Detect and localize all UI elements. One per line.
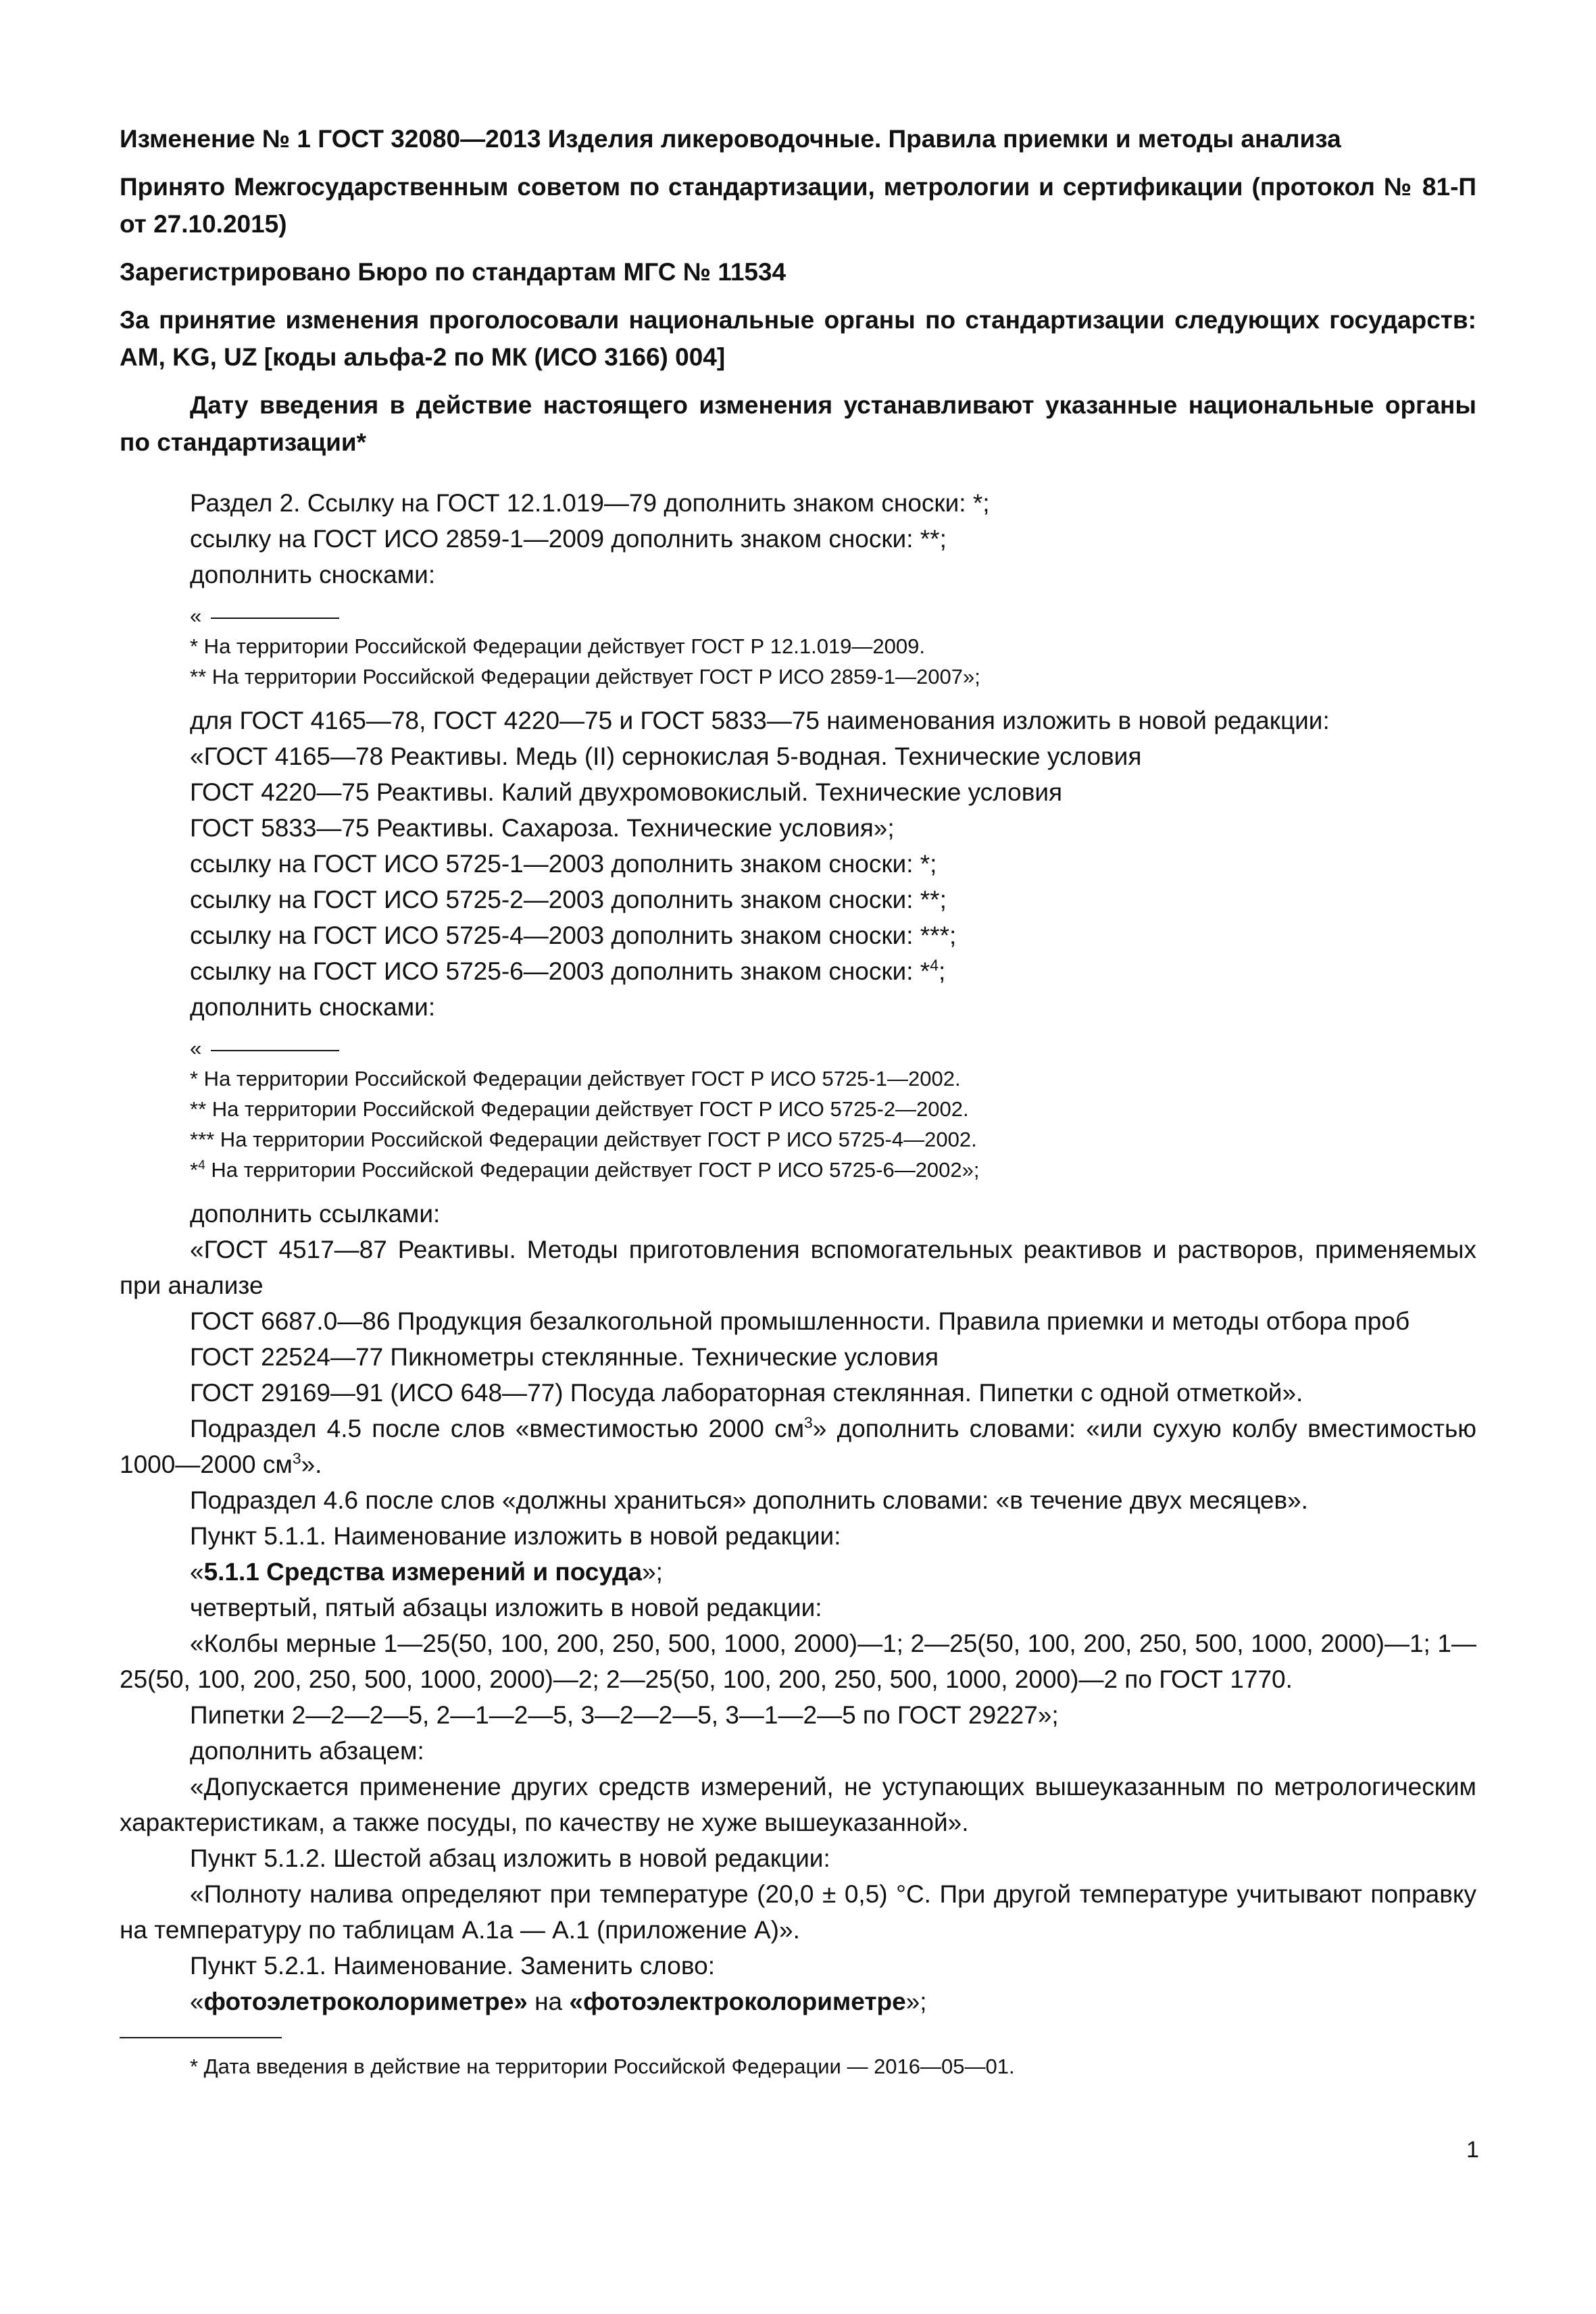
body-paragraph: четвертый, пятый абзацы изложить в новой редакции: (190, 1594, 822, 1621)
body-line: дополнить сносками: (190, 993, 436, 1021)
text-part: На территории Российской Федерации действует ГОСТ Р ИСО 5725-6—2002»; (205, 1158, 980, 1182)
text-part: » дополнить словами: «или сухую колбу вместимостью 1000—2000 см (120, 1415, 1477, 1478)
registration-note: Зарегистрировано Бюро по стандартам МГС № 11534 (120, 258, 787, 286)
body-paragraph: «ГОСТ 4517—87 Реактивы. Методы приготовления вспомогательных реактивов и растворов, применяемых при анализе (120, 1236, 1476, 1299)
open-quote: « (190, 604, 202, 628)
text-part: »; (642, 1558, 663, 1586)
body-line: ссылку на ГОСТ ИСО 5725-1—2003 дополнить знаком сноски: *; (190, 850, 937, 878)
inserted-footnote: ** На территории Российской Федерации действует ГОСТ Р ИСО 5725-2—2002. (190, 1097, 969, 1121)
footnote-rule (211, 618, 339, 619)
superscript: 4 (198, 1158, 205, 1173)
body-paragraph (120, 1554, 1476, 1590)
body-paragraph: Подраздел 4.6 после слов «должны храниться» дополнить словами: «в течение двух месяцев». (190, 1486, 1308, 1514)
body-paragraph: ГОСТ 22524—77 Пикнометры стеклянные. Технические условия (190, 1343, 939, 1371)
document-page (120, 120, 1476, 2019)
inserted-footnotes-2 (120, 1033, 1476, 1185)
body-line: «ГОСТ 4165—78 Реактивы. Медь (II) сернокислая 5-водная. Технические условия (190, 743, 1142, 770)
body-line: ссылку на ГОСТ ИСО 5725-4—2003 дополнить знаком сноски: ***; (190, 922, 957, 949)
body-paragraph: Пункт 5.2.1. Наименование. Заменить слово: (190, 1952, 715, 1980)
text-part: « (190, 1988, 204, 2015)
body-paragraph: «Колбы мерные 1—25(50, 100, 200, 250, 500, 1000, 2000)—1; 2—25(50, 100, 200, 250, 500, 1000, 2000)—1; 1—25(50, 100, 200, 250, 500, 1000, 2000)—2; 2—25(50, 100, 200, 250, 500, 1000, 2000)—2 по ГОСТ 1770. (120, 1630, 1476, 1693)
footnote-quote-line (190, 1033, 1476, 1063)
inserted-footnote: * На территории Российской Федерации действует ГОСТ Р ИСО 5725-1—2002. (190, 1067, 961, 1090)
body-paragraph: ГОСТ 29169—91 (ИСО 648—77) Посуда лабораторная стеклянная. Пипетки с одной отметкой». (190, 1379, 1303, 1407)
inserted-footnotes-1 (120, 601, 1476, 692)
body-paragraph: «Полноту налива определяют при температуре (20,0 ± 0,5) °С. При другой температуре учитывают поправку на температуру по таблицам А.1а — А.1 (приложение А)». (120, 1880, 1476, 1944)
body-line: ГОСТ 4220—75 Реактивы. Калий двухромовокислый. Технические условия (190, 778, 1063, 806)
body-line: ссылку на ГОСТ ИСО 2859-1—2009 дополнить знаком сноски: **; (190, 525, 947, 553)
body-paragraph (120, 1411, 1476, 1482)
page-footnote: * Дата введения в действие на территории Российской Федерации — 2016—05—01. (190, 2055, 1015, 2078)
superscript: 4 (930, 956, 939, 974)
text-part: « (190, 1558, 204, 1586)
bold-term: «фотоэлектроколориметре (569, 1988, 906, 2015)
body-line: ссылку на ГОСТ ИСО 5725-2—2003 дополнить знаком сноски: **; (190, 886, 947, 913)
body-line (120, 953, 1476, 989)
adoption-note: Принято Межгосударственным советом по стандартизации, метрологии и сертификации (протокол № 81-П от 27.10.2015) (120, 173, 1476, 238)
superscript: 3 (804, 1413, 813, 1432)
body-paragraph: Пипетки 2—2—2—5, 2—1—2—5, 3—2—2—5, 3—1—2—5 по ГОСТ 29227»; (190, 1701, 1059, 1729)
footnote-rule (211, 1050, 339, 1051)
inserted-footnote: *** На территории Российской Федерации действует ГОСТ Р ИСО 5725-4—2002. (190, 1128, 977, 1151)
body-line: для ГОСТ 4165—78, ГОСТ 4220—75 и ГОСТ 5833—75 наименования изложить в новой редакции: (190, 707, 1330, 734)
body-paragraph: дополнить абзацем: (190, 1737, 424, 1765)
text-part: ». (301, 1451, 322, 1478)
footnote-separator (120, 2037, 282, 2038)
body-line: Раздел 2. Ссылку на ГОСТ 12.1.019—79 дополнить знаком сноски: *; (190, 489, 990, 517)
text-part: »; (905, 1988, 927, 2015)
superscript: 3 (292, 1449, 301, 1467)
bold-term: фотоэлетроколориметре» (203, 1988, 528, 2015)
text-part: Подраздел 4.5 после слов «вместимостью 2000 см (190, 1415, 805, 1442)
footnote-quote-line (190, 601, 1476, 631)
body-paragraph: Пункт 5.1.2. Шестой абзац изложить в новой редакции: (190, 1844, 830, 1872)
body-line: ГОСТ 5833—75 Реактивы. Сахароза. Технические условия»; (190, 814, 895, 842)
text-part: ссылку на ГОСТ ИСО 5725-6—2003 дополнить знаком сноски: * (190, 957, 930, 985)
text-part: на (527, 1988, 570, 2015)
body-paragraph: Пункт 5.1.1. Наименование изложить в новой редакции: (190, 1522, 841, 1550)
body-line: дополнить ссылками: (190, 1200, 441, 1228)
inserted-footnote: ** На территории Российской Федерации действует ГОСТ Р ИСО 2859-1—2007»; (190, 665, 980, 688)
text-part: * (190, 1158, 199, 1182)
document-title: Изменение № 1 ГОСТ 32080—2013 Изделия ликероводочные. Правила приемки и методы анализа (120, 125, 1341, 153)
page-number: 1 (1466, 2137, 1479, 2163)
section-heading: 5.1.1 Средства измерений и посуда (203, 1558, 643, 1586)
effective-date-note: Дату введения в действие настоящего изменения устанавливают указанные национальные органы по стандартизации* (120, 391, 1476, 456)
voting-note: За принятие изменения проголосовали национальные органы по стандартизации следующих государств: AM, KG, UZ [коды альфа-2 по МК (ИСО 3166) 004] (120, 306, 1476, 371)
inserted-footnote: * На территории Российской Федерации действует ГОСТ Р 12.1.019—2009. (190, 634, 925, 658)
body-paragraph: ГОСТ 6687.0—86 Продукция безалкогольной промышленности. Правила приемки и методы отбора проб (190, 1307, 1410, 1335)
text-part: ; (938, 957, 946, 985)
body-paragraph: «Допускается применение других средств измерений, не уступающих вышеуказанным по метрологическим характеристикам, а также посуды, по качеству не хуже вышеуказанной». (120, 1773, 1476, 1836)
open-quote: « (190, 1036, 202, 1060)
body-line: дополнить сносками: (190, 561, 436, 588)
inserted-footnote (190, 1155, 1476, 1185)
document-body (120, 485, 1476, 2019)
body-paragraph (120, 1984, 1476, 2019)
